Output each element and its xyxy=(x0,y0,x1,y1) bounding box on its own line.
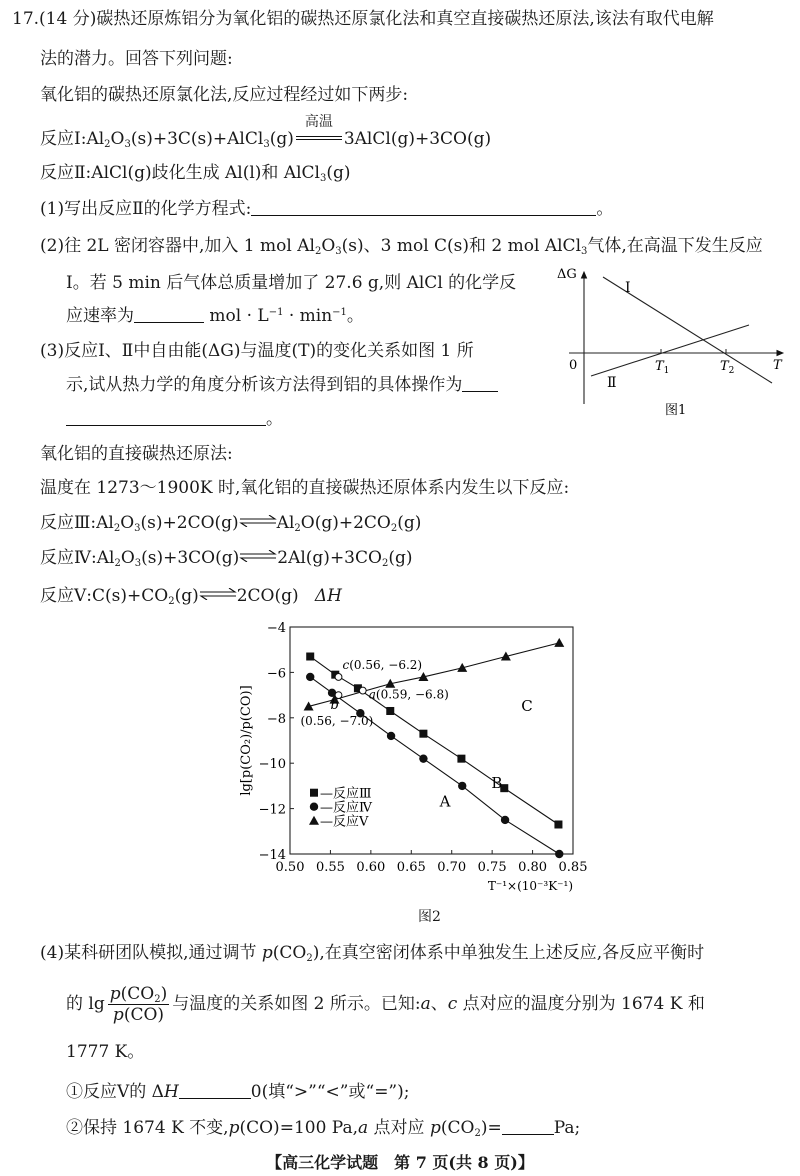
q3-answer-blank-a[interactable] xyxy=(462,375,498,392)
x-tick-label: 0.65 xyxy=(396,860,426,875)
legend-label: —反应Ⅲ xyxy=(320,786,372,802)
q4-sub2-answer-blank[interactable] xyxy=(502,1118,554,1135)
triangle-marker xyxy=(309,816,319,825)
square-marker xyxy=(386,707,394,715)
point-c xyxy=(335,674,342,681)
figure-2-caption: 图2 xyxy=(418,909,441,925)
triangle-marker xyxy=(554,638,564,647)
t-axis-label: T xyxy=(773,358,782,373)
chart-legend xyxy=(309,786,373,830)
section2-title: 氧化铝的直接碳热还原法: xyxy=(40,444,233,464)
x-tick-label: 0.60 xyxy=(356,860,386,875)
circle-marker xyxy=(419,754,427,762)
t2-label: $T_2$ xyxy=(720,359,735,376)
reaction-1: 反应$Ⅰ:Al_2O_3(s)+3C(s)+AlCl_3(g)$ 高温 3AlCl(g)+3CO(g) xyxy=(40,114,492,150)
q2-line3: 应速率为 mol · $L^{-1} \cdot \min^{-1}$。 xyxy=(66,306,364,326)
x-tick-label: 0.80 xyxy=(518,860,548,875)
legend-item xyxy=(310,800,373,816)
point-a xyxy=(359,687,366,694)
y-axis-label: lg[p(CO₂)/p(CO)] xyxy=(239,685,254,796)
y-tick-label: −4 xyxy=(266,621,286,636)
y-tick-label: −10 xyxy=(258,757,286,773)
square-marker xyxy=(306,653,314,661)
region-A: A xyxy=(439,792,451,811)
question-intro-line2: 法的潜力。回答下列问题: xyxy=(40,49,233,69)
q4-sub1-answer-blank[interactable] xyxy=(179,1082,251,1099)
annotations-group xyxy=(301,658,449,728)
question-score: (14 分) xyxy=(39,9,97,29)
point-b-coords: (0.56, −7.0) xyxy=(300,714,374,729)
y-tick-label: −8 xyxy=(266,711,286,727)
q4-line1: (4)某科研团队模拟,通过调节 $p(CO_2)$,在真空密闭体系中单独发生上述反应,各反应平衡时 xyxy=(40,943,705,964)
q4-sub1: ①反应Ⅴ的 ΔH 0(填“>”“<”或“=”); xyxy=(66,1082,410,1102)
figure-2-chart xyxy=(230,615,600,895)
section2-condition: 温度在 1273～1900K 时,氧化铝的直接碳热还原体系内发生以下反应: xyxy=(40,478,570,498)
intro-text: 碳热还原炼铝分为氧化铝的碳热还原氯化法和真空直接碳热还原法,该法有取代电解 xyxy=(96,9,714,29)
q2-line1: (2)往 2L 密闭容器中,加入 1 mol $Al_2O_3(s)$、3 mol C(s)和 2 mol AlCl$_3$气体,在高温下发生反应 xyxy=(40,236,763,257)
square-marker xyxy=(310,789,318,797)
reaction-1-label: 反应Ⅰ: xyxy=(40,129,87,149)
equilibrium-arrow-icon xyxy=(199,588,237,600)
figure-1-diagram xyxy=(555,262,795,422)
equals-arrow-icon xyxy=(296,136,342,140)
reaction-2: 反应Ⅱ:AlCl(g)歧化生成 Al(l)和 AlCl$_3$(g) xyxy=(40,163,351,184)
page-footer: 【高三化学试题 第 7 页(共 8 页)】 xyxy=(266,1153,534,1172)
circle-marker xyxy=(310,803,318,811)
origin-label: 0 xyxy=(569,358,578,373)
y-tick-label: −6 xyxy=(266,666,286,682)
line-1-label: Ⅰ xyxy=(625,280,631,296)
reaction-4: 反应$Ⅳ:Al_2O_3(s)+3CO(g)$ $2Al(g)+3CO_2(g)$ xyxy=(40,548,413,569)
circle-marker xyxy=(458,782,466,790)
q4-sub2: ②保持 1674 K 不变,p(CO)=100 Pa,a 点对应 $p(CO_2)= Pa$; xyxy=(66,1118,581,1139)
question-intro-line1 xyxy=(12,8,714,30)
x-tick-label: 0.70 xyxy=(437,860,467,875)
x-tick-label: 0.55 xyxy=(315,860,345,875)
reaction-condition: 高温 xyxy=(294,128,344,150)
x-tick-label: 0.50 xyxy=(275,860,305,875)
point-b-label: b xyxy=(330,698,339,714)
q2-answer-blank[interactable] xyxy=(134,306,204,323)
t1-label: $T_1$ xyxy=(655,359,670,376)
legend-label: —反应Ⅴ xyxy=(320,814,369,830)
pressure-ratio-fraction: $\frac{p(CO_2)}{p(CO)}$ xyxy=(109,984,168,1025)
equilibrium-arrow-icon xyxy=(239,550,277,562)
question-number: 17. xyxy=(12,9,40,29)
circle-marker xyxy=(306,673,314,681)
x-axis-label: T⁻¹×(10⁻³K⁻¹) xyxy=(487,879,573,893)
square-marker xyxy=(554,820,562,828)
equilibrium-arrow-icon xyxy=(239,515,277,527)
section1-title: 氧化铝的碳热还原氯化法,反应过程经过如下两步: xyxy=(40,85,409,105)
legend-item xyxy=(309,814,369,830)
x-tick-label: 0.85 xyxy=(558,860,588,875)
q3-line1: (3)反应Ⅰ、Ⅱ中自由能(ΔG)与温度(T)的变化关系如图 1 所 xyxy=(40,341,474,361)
q1-text: (1)写出反应Ⅱ的化学方程式: xyxy=(40,199,252,219)
x-tick-label: 0.75 xyxy=(477,860,507,875)
figure-1-caption: 图1 xyxy=(665,403,687,418)
point-a-label: a(0.59, −6.8) xyxy=(368,687,449,702)
legend-item xyxy=(310,786,372,802)
region-B: B xyxy=(491,774,503,793)
reaction-3: 反应$Ⅲ:Al_2O_3(s)+2CO(g)$ $Al_2O(g)+2CO_2(g)$ xyxy=(40,513,422,534)
point-c-label: c(0.56, −6.2) xyxy=(342,657,423,672)
q1-answer-blank[interactable] xyxy=(251,199,596,216)
legend-label: —反应Ⅳ xyxy=(320,800,372,816)
q2-line2: Ⅰ。若 5 min 后气体总质量增加了 27.6 g,则 AlCl 的化学反 xyxy=(66,273,517,293)
circle-marker xyxy=(387,732,395,740)
circle-marker xyxy=(501,816,509,824)
region-labels xyxy=(439,697,533,810)
dg-label: ΔG xyxy=(557,267,577,282)
q1: (1)写出反应Ⅱ的化学方程式: 。 xyxy=(40,199,614,219)
q3-line2: 示,试从热力学的角度分析该方法得到铝的具体操作为 xyxy=(66,374,498,396)
q4-line3: 1777 K。 xyxy=(66,1042,145,1062)
region-C: C xyxy=(521,696,533,715)
y-ticks xyxy=(259,621,294,863)
q3-answer-blank-b[interactable] xyxy=(66,409,266,426)
circle-marker xyxy=(555,850,563,858)
y-tick-label: −14 xyxy=(258,848,286,863)
reaction-5: 反应$Ⅴ:C(s)+CO_2(g)$ 2CO(g) ΔH xyxy=(40,586,342,607)
q3-line3: 。 xyxy=(66,408,283,430)
square-marker xyxy=(419,730,427,738)
y-tick-label: −12 xyxy=(258,802,286,818)
square-marker xyxy=(457,755,465,763)
reaction-2-label: 反应Ⅱ: xyxy=(40,163,92,183)
q4-line2: 的 lg $\frac{p(CO_2)}{p(CO)}$ 与温度的关系如图 2 所示。已知:a、c 点对应的温度分别为 1674 K 和 xyxy=(66,984,705,1025)
line-2-label: Ⅱ xyxy=(607,375,617,391)
